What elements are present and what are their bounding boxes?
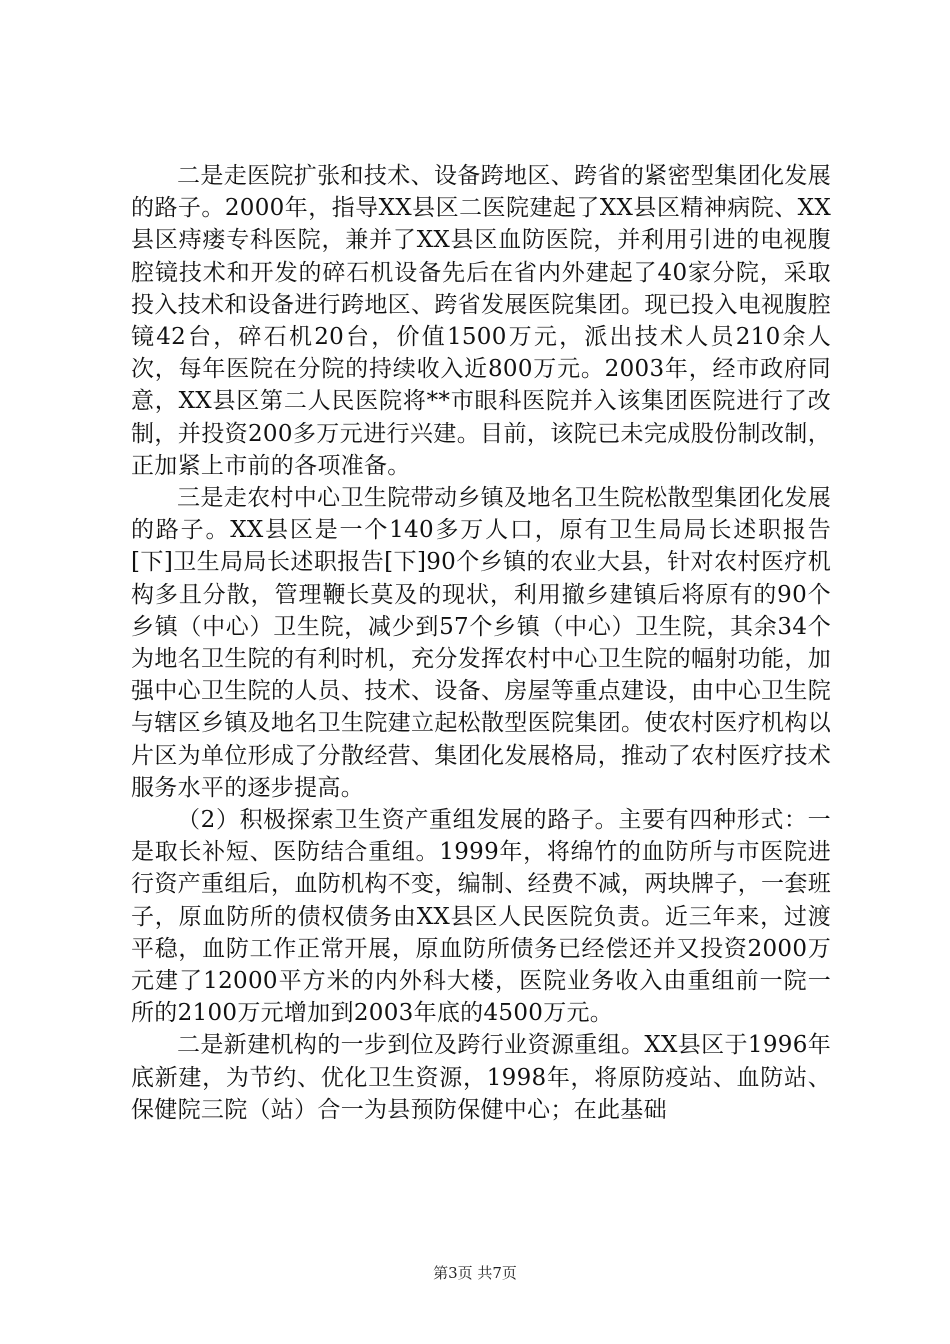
page-footer: 第3页 共7页 <box>433 1264 517 1282</box>
paragraph-2: 三是走农村中心卫生院带动乡镇及地名卫生院松散型集团化发展的路子。XX县区是一个140多万人口，原有卫生局局长述职报告[下]卫生局局长述职报告[下]90个乡镇的农业大县，针对农村医疗机构多且分散，管理鞭长莫及的现状，利用撤乡建镇后将原有的90个乡镇（中心）卫生院，减少到57个乡镇（中心）卫生院，其余34个为地名卫生院的有利时机，充分发挥农村中心卫生院的幅射功能，加强中心卫生院的人员、技术、设备、房屋等重点建设，由中心卫生院与辖区乡镇及地名卫生院建立起松散型医院集团。使农村医疗机构以片区为单位形成了分散经营、集团化发展格局，推动了农村医疗技术服务水平的逐步提高。 <box>131 485 831 801</box>
document-body <box>131 160 831 1126</box>
paragraph-4: 二是新建机构的一步到位及跨行业资源重组。XX县区于1996年底新建，为节约、优化卫生资源，1998年，将原防疫站、血防站、保健院三院（站）合一为县预防保健中心；在此基础 <box>131 1032 831 1123</box>
paragraph-1: 二是走医院扩张和技术、设备跨地区、跨省的紧密型集团化发展的路子。2000年，指导XX县区二医院建起了XX县区精神病院、XX县区痔瘘专科医院，兼并了XX县区血防医院，并利用引进的电视腹腔镜技术和开发的碎石机设备先后在省内外建起了40家分院，采取投入技术和设备进行跨地区、跨省发展医院集团。现已投入电视腹腔镜42台，碎石机20台，价值1500万元，派出技术人员210余人次，每年医院在分院的持续收入近800万元。2003年，经市政府同意，XX县区第二人民医院将**市眼科医院并入该集团医院进行了改制，并投资200多万元进行兴建。目前，该院已未完成股份制改制，正加紧上市前的各项准备。 <box>131 163 831 479</box>
paragraph-3: （2）积极探索卫生资产重组发展的路子。主要有四种形式：一是取长补短、医防结合重组。1999年，将绵竹的血防所与市医院进行资产重组后，血防机构不变，编制、经费不减，两块牌子，一套班子，原血防所的债权债务由XX县区人民医院负责。近三年来，过渡平稳，血防工作正常开展，原血防所债务已经偿还并又投资2000万元建了12000平方米的内外科大楼，医院业务收入由重组前一院一所的2100万元增加到2003年底的4500万元。 <box>131 807 831 1027</box>
